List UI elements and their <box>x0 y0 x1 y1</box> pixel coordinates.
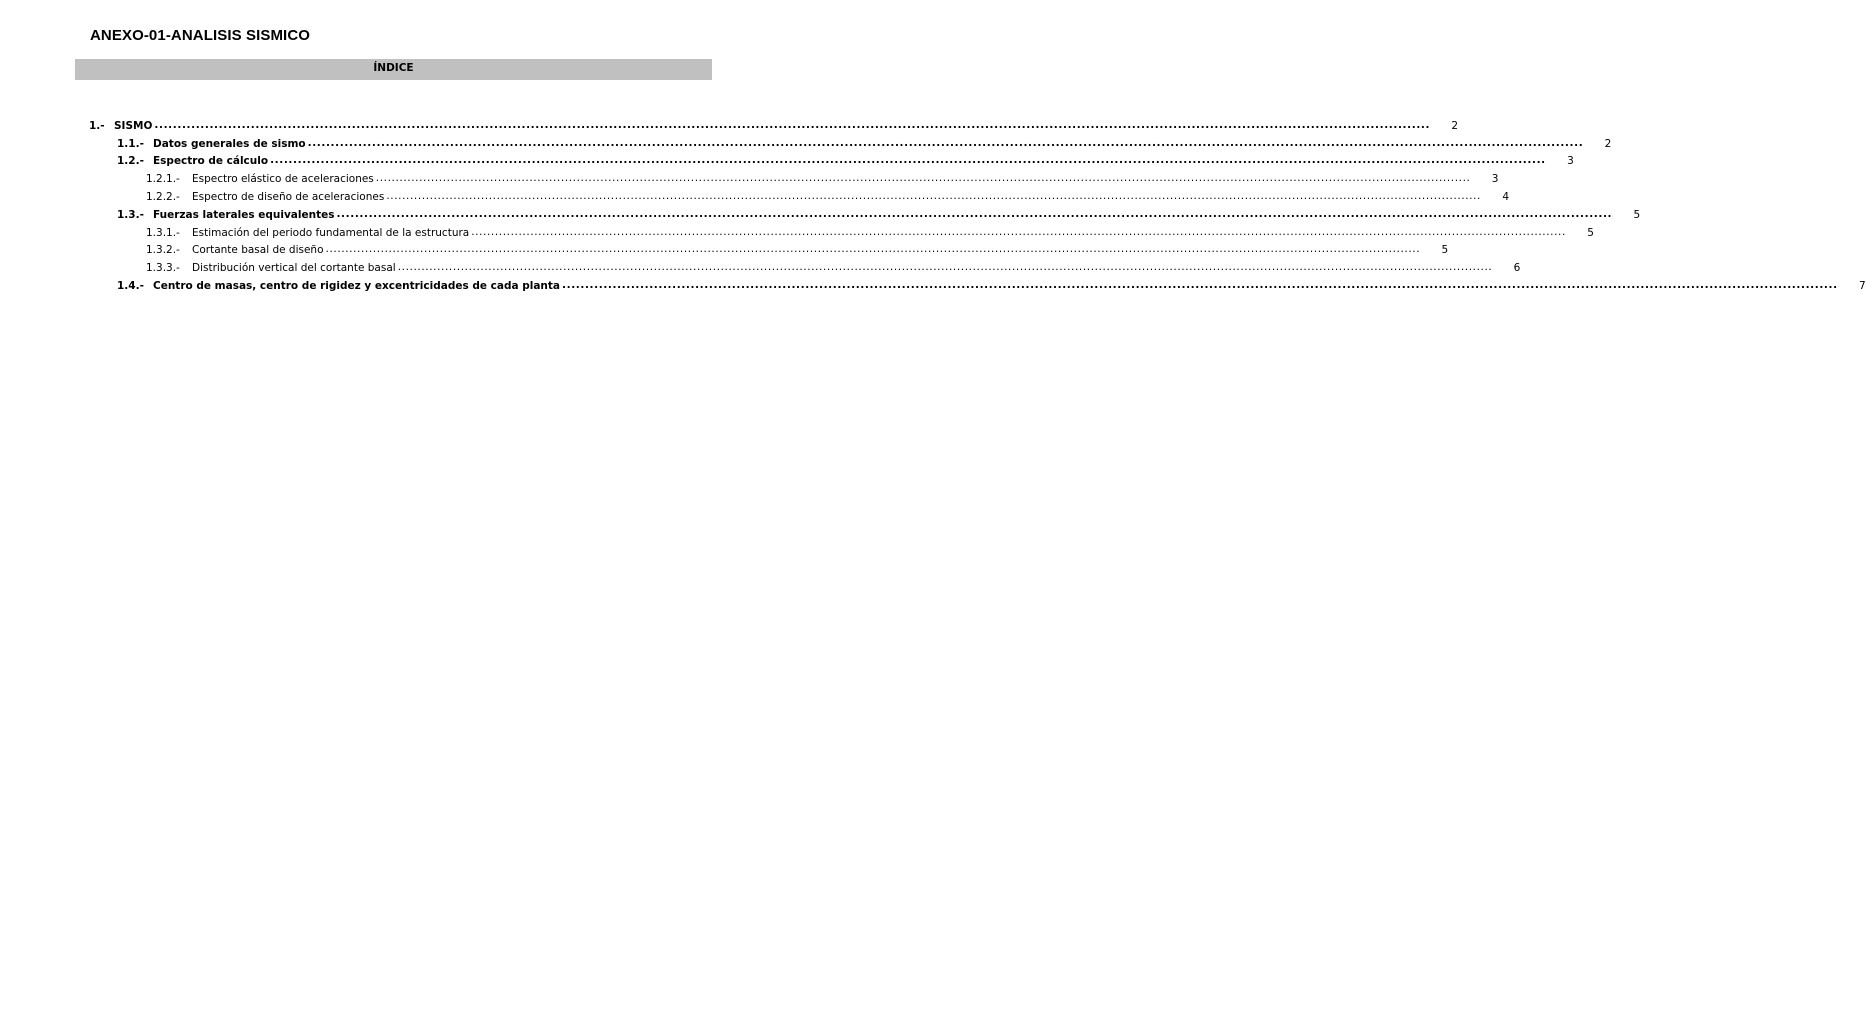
toc-entry-number: 1.2.- <box>117 155 144 168</box>
toc-entry-1[interactable] <box>0 117 1459 135</box>
toc-dot-leader <box>270 154 1546 166</box>
toc-entry-number: 1.3.2.- <box>146 244 180 257</box>
toc-dot-leader <box>471 226 1566 238</box>
toc-entry-title: Distribución vertical del cortante basal <box>192 262 396 275</box>
toc-entry-title: Datos generales de sismo <box>153 137 306 150</box>
toc-entry-number: 1.3.1.- <box>146 226 180 239</box>
toc-entry-1-3-1[interactable] <box>0 224 1594 242</box>
index-heading: ÍNDICE <box>373 62 414 74</box>
toc-dot-leader <box>308 137 1584 149</box>
toc-entry-number: 1.2.1.- <box>146 173 180 186</box>
toc-entry-page: 5 <box>1633 208 1641 221</box>
toc-dot-leader <box>336 208 1612 220</box>
table-of-contents <box>0 117 1866 295</box>
toc-dot-leader <box>386 190 1481 202</box>
toc-dot-leader <box>326 243 1421 255</box>
toc-dot-leader <box>562 279 1838 291</box>
toc-entry-number: 1.3.- <box>117 208 144 221</box>
index-heading-bar <box>75 59 712 80</box>
toc-entry-page: 2 <box>1451 119 1459 132</box>
toc-entry-title: SISMO <box>114 119 153 132</box>
toc-entry-title: Espectro de cálculo <box>153 155 269 168</box>
toc-entry-title: Fuerzas laterales equivalentes <box>153 208 335 221</box>
toc-entry-1-2[interactable] <box>0 153 1574 171</box>
toc-dot-leader <box>376 172 1471 184</box>
toc-entry-page: 3 <box>1567 155 1574 168</box>
toc-entry-page: 4 <box>1502 191 1509 204</box>
toc-entry-1-1[interactable] <box>0 135 1612 153</box>
toc-entry-page: 5 <box>1441 244 1449 257</box>
toc-entry-number: 1.- <box>89 119 105 132</box>
toc-entry-number: 1.1.- <box>117 137 144 150</box>
toc-entry-1-2-1[interactable] <box>0 170 1499 188</box>
toc-entry-page: 2 <box>1604 137 1612 150</box>
toc-entry-page: 7 <box>1859 280 1866 293</box>
toc-entry-1-3[interactable] <box>0 206 1641 224</box>
toc-entry-1-2-2[interactable] <box>0 188 1509 206</box>
toc-entry-title: Centro de masas, centro de rigidez y excentricidades de cada planta <box>153 280 561 293</box>
toc-entry-number: 1.2.2.- <box>146 191 180 204</box>
toc-entry-1-3-3[interactable] <box>0 259 1521 277</box>
toc-entry-title: Cortante basal de diseño <box>192 244 324 257</box>
toc-entry-number: 1.3.3.- <box>146 262 180 275</box>
toc-entry-title: Espectro de diseño de aceleraciones <box>192 191 385 204</box>
toc-entry-page: 3 <box>1491 173 1499 186</box>
document-title: ANEXO-01-ANALISIS SISMICO <box>90 27 311 44</box>
toc-entry-1-3-2[interactable] <box>0 242 1449 260</box>
toc-entry-1-4[interactable] <box>0 277 1866 295</box>
toc-entry-page: 6 <box>1513 262 1521 275</box>
toc-entry-title: Estimación del periodo fundamental de la estructura <box>192 226 470 239</box>
toc-entry-title: Espectro elástico de aceleraciones <box>192 173 374 186</box>
toc-dot-leader <box>398 261 1493 273</box>
toc-entry-page: 5 <box>1587 226 1594 239</box>
toc-dot-leader <box>154 119 1430 131</box>
toc-entry-number: 1.4.- <box>117 280 144 293</box>
